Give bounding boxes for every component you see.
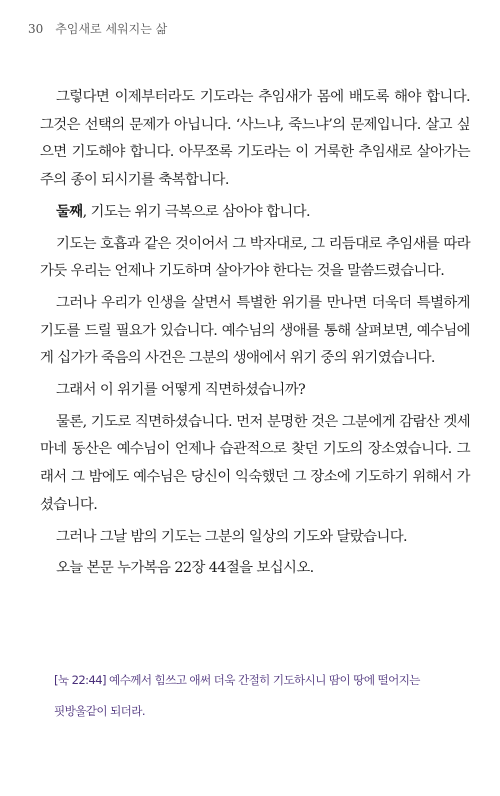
paragraph-second-point [40,199,470,227]
quote-line: 핏방울같이 되더라. [54,704,145,718]
running-header [28,20,167,37]
second-point-label: 둘째 [56,203,83,220]
paragraph: 물론, 기도로 직면하셨습니다. 먼저 분명한 것은 그분에게 감람산 겟세마네 동산은 예수님이 언제나 습관적으로 찾던 기도의 장소였습니다. 그래서 그 밤에도 예수님은 당신이 익숙했던 그 장소에 기도하기 위해서 가셨습니다. [40,413,470,513]
quote-line: [눅 22:44] 예수께서 힘쓰고 애써 더욱 간절히 기도하시니 땀이 땅에 떨어지는 [54,673,420,687]
paragraph: 기도는 호흡과 같은 것이어서 그 박자대로, 그 리듬대로 추임새를 따라가듯 우리는 언제나 기도하며 살아가야 한다는 것을 말씀드렸습니다. [40,235,470,280]
running-title: 추임새로 세워지는 삶 [55,22,168,36]
paragraph: 그러나 그날 밤의 기도는 그분의 일상의 기도와 달랐습니다. [56,528,408,545]
paragraph: 그렇다면 이제부터라도 기도라는 추임새가 몸에 배도록 해야 합니다. 그것은 선택의 문제가 아닙니다. ‘사느냐, 죽느냐’의 문제입니다. 살고 싶으면 기도해야 합니다. 아무쪼록 기도라는 이 거룩한 추임새로 살아가는 주의 종이 되시기를 축복합니다. [40,89,470,189]
paragraph: 오늘 본문 누가복음 22장 44절을 보십시오. [56,560,314,577]
second-point-text: , 기도는 위기 극복으로 삼아야 합니다. [82,203,310,220]
page-number: 30 [28,22,44,36]
scripture-quote [54,665,454,727]
paragraph: 그래서 이 위기를 어떻게 직면하셨습니까? [56,382,306,399]
paragraph: 그러나 우리가 인생을 살면서 특별한 위기를 만나면 더욱더 특별하게 기도를 드릴 필요가 있습니다. 예수님의 생애를 통해 살펴보면, 예수님에게 십가가 죽음의 사건은 그분의 생애에서 위기 중의 위기였습니다. [40,294,470,367]
body-text [40,84,470,583]
